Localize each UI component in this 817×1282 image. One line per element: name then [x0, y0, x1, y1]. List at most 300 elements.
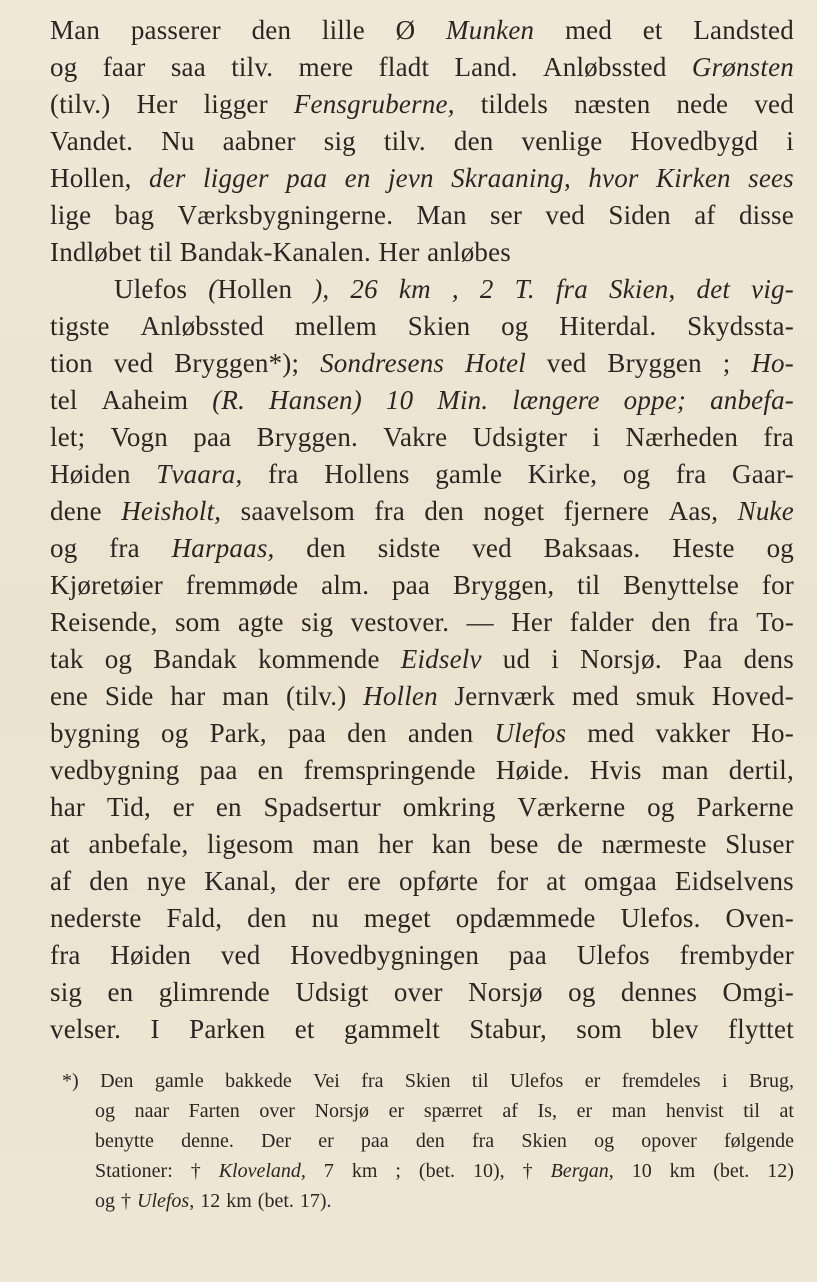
main-word: og	[50, 533, 78, 563]
main-word: Ulefos	[576, 940, 650, 970]
main-word: den	[89, 866, 129, 896]
main-word: og	[647, 792, 675, 822]
main-word: Gaar-	[732, 459, 794, 489]
main-word: I	[150, 1014, 160, 1044]
main-line	[50, 863, 794, 900]
main-word: Omgi-	[722, 977, 794, 1007]
main-word: en	[107, 977, 134, 1007]
main-italic-word: T.	[514, 274, 535, 304]
main-word: nede	[676, 89, 729, 119]
main-word: og	[766, 533, 794, 563]
main-word: tak	[50, 644, 84, 674]
main-line	[50, 752, 794, 789]
main-italic-word: jevn	[387, 163, 434, 193]
main-line	[50, 900, 794, 937]
main-word: et	[294, 1014, 315, 1044]
main-italic-word: Skraaning,	[451, 163, 571, 193]
main-word: Hollen,	[50, 163, 132, 193]
main-word: der	[294, 866, 330, 896]
main-word: Aas,	[668, 496, 719, 526]
main-word: kommende	[258, 644, 380, 674]
main-word: en	[215, 792, 242, 822]
main-line	[50, 382, 794, 419]
main-word: Værkerne	[517, 792, 626, 822]
footnote-word: (bet.	[418, 1160, 456, 1182]
main-word: Reisende,	[50, 607, 158, 637]
main-word: Bryggen,	[452, 570, 555, 600]
main-word: falder	[569, 607, 634, 637]
footnote-word: †	[190, 1160, 201, 1182]
main-word: Bryggen.	[256, 422, 358, 452]
main-word: Jernværk	[454, 681, 556, 711]
main-word: paa	[508, 940, 547, 970]
footnote-word: følgende	[724, 1130, 794, 1152]
footnote-word: 10	[631, 1160, 652, 1182]
footnote-word: naar	[134, 1100, 170, 1122]
footnote-word: denne.	[181, 1130, 234, 1152]
footnote-word: over	[259, 1100, 295, 1122]
main-word: Bandak-Kanalen.	[179, 237, 371, 267]
main-italic-word: hvor	[588, 163, 639, 193]
main-word: Man	[416, 200, 467, 230]
main-word: Siden	[608, 200, 671, 230]
main-word: Anløbssted	[140, 311, 264, 341]
main-italic-word: Eidselv	[400, 644, 482, 674]
main-word: at	[546, 866, 567, 896]
main-word: Bryggen*);	[174, 348, 300, 378]
footnote-word: Den	[100, 1070, 134, 1092]
footnote-word: km	[351, 1160, 378, 1182]
main-word: fra	[763, 422, 794, 452]
main-word: Vogn	[110, 422, 168, 452]
main-word: disse	[738, 200, 794, 230]
main-word: dennes	[620, 977, 698, 1007]
main-word: Ho-	[751, 718, 794, 748]
main-word: saavelsom	[240, 496, 355, 526]
main-word: (tilv.)	[286, 681, 347, 711]
main-word: Skydssta-	[687, 311, 794, 341]
main-line	[50, 123, 794, 160]
main-word: nærmeste	[601, 829, 707, 859]
main-word: ved	[113, 348, 154, 378]
main-line	[50, 234, 794, 271]
main-italic-word: Hotel	[465, 348, 527, 378]
main-word: gamle	[435, 459, 503, 489]
main-word: Fald,	[166, 903, 223, 933]
main-italic-word: km	[398, 274, 431, 304]
main-word: for	[496, 866, 529, 896]
footnote-line	[95, 1186, 794, 1216]
main-word: Indløbet	[50, 237, 142, 267]
main-word: Ulefos.	[620, 903, 701, 933]
main-italic-word: sees	[748, 163, 794, 193]
footnote-word: fra	[361, 1070, 384, 1092]
footnote-word: og	[95, 1190, 115, 1212]
main-word: Høiden	[50, 459, 131, 489]
main-word: sig	[50, 977, 83, 1007]
main-word: Kanal,	[204, 866, 277, 896]
footnote-word: Der	[261, 1130, 291, 1152]
main-word: ved	[754, 89, 794, 119]
main-word: ved	[472, 533, 512, 563]
main-word: som	[576, 1014, 622, 1044]
main-word: lige	[50, 200, 92, 230]
main-word: Kirke,	[527, 459, 598, 489]
main-italic-word: der	[149, 163, 186, 193]
main-word: og	[50, 52, 78, 82]
footnote-word: den	[415, 1130, 445, 1152]
main-word: saa	[170, 52, 206, 82]
main-word: bese	[489, 829, 539, 859]
main-word: paa	[199, 755, 238, 785]
main-word: Bryggen	[607, 348, 702, 378]
main-line	[50, 789, 794, 826]
main-word: Norsjø.	[580, 644, 662, 674]
footnote-word: Stationer:	[95, 1160, 173, 1182]
main-word: ene	[50, 681, 89, 711]
main-italic-word: Heisholt,	[121, 496, 222, 526]
main-word: den	[247, 903, 287, 933]
main-word: den	[306, 533, 346, 563]
footnote-word: gamle	[154, 1070, 204, 1092]
main-word: Hovedbygd	[630, 126, 759, 156]
main-word: let;	[50, 422, 86, 452]
main-word: her	[378, 829, 414, 859]
main-word: en	[257, 755, 284, 785]
footnote-word: Norsjø	[314, 1100, 370, 1122]
main-word: ud	[502, 644, 531, 674]
main-word: med	[587, 718, 635, 748]
main-word: Hiterdal.	[559, 311, 657, 341]
main-word: ligesom	[206, 829, 294, 859]
footnote-word: Vei	[313, 1070, 340, 1092]
main-italic-word: fra	[555, 274, 588, 304]
footnote-word: Farten	[188, 1100, 240, 1122]
main-text-block	[50, 12, 794, 1048]
main-italic-word: Ulefos	[494, 718, 567, 748]
main-word: ligger	[203, 89, 268, 119]
main-word: Paa	[682, 644, 723, 674]
main-word: til	[149, 237, 173, 267]
main-line	[50, 345, 794, 382]
main-word: frembyder	[679, 940, 794, 970]
main-line	[50, 1011, 794, 1048]
footnote-word: 17).	[299, 1190, 332, 1212]
main-italic-word: Hollen	[363, 681, 438, 711]
footnote-word: man	[611, 1100, 647, 1122]
main-line	[50, 715, 794, 752]
main-word: omkring	[402, 792, 496, 822]
footnote-italic-word: Bergan,	[550, 1160, 614, 1182]
footnote-word: i	[722, 1070, 728, 1092]
main-italic-word: (R.	[212, 385, 246, 415]
main-word: Hollen	[217, 274, 293, 304]
main-word: Oven-	[725, 903, 794, 933]
main-word: Eidselvens	[674, 866, 794, 896]
footnote-italic-word: Kloveland,	[218, 1160, 306, 1182]
main-word: bygning	[50, 718, 140, 748]
footnote-word: af	[502, 1100, 518, 1122]
main-word: man	[222, 681, 270, 711]
footnote-word: †	[522, 1160, 533, 1182]
footnote-line	[95, 1126, 794, 1156]
main-word: fra	[374, 496, 405, 526]
main-italic-word: 10	[385, 385, 414, 415]
main-word: anden	[407, 718, 474, 748]
main-word: af	[50, 866, 72, 896]
main-word: ere	[347, 866, 382, 896]
footnote-word: er	[318, 1130, 334, 1152]
footnote-word: bakkede	[225, 1070, 292, 1092]
main-italic-word: Skien,	[609, 274, 676, 304]
main-word: og	[104, 644, 133, 674]
footnote-line	[62, 1066, 794, 1096]
main-word: sig	[301, 607, 334, 637]
main-word: opdæmmede	[455, 903, 596, 933]
main-italic-word: ,	[451, 274, 459, 304]
footnote-word: og	[594, 1130, 615, 1152]
main-word: med	[571, 681, 619, 711]
footnote-word: fremdeles	[621, 1070, 701, 1092]
main-word: Kjøretøier	[50, 570, 163, 600]
main-italic-word: Nuke	[737, 496, 794, 526]
footnote-word: henvist	[665, 1100, 724, 1122]
main-word: noget	[483, 496, 545, 526]
main-word: har	[50, 792, 86, 822]
main-word: dertil,	[728, 755, 794, 785]
main-word: Land.	[454, 52, 518, 82]
main-word: To-	[756, 607, 794, 637]
main-italic-word: Min.	[437, 385, 489, 415]
main-word: tildels	[480, 89, 549, 119]
main-word: nu	[311, 903, 339, 933]
main-word: sidste	[377, 533, 441, 563]
main-word: til	[577, 570, 601, 600]
main-italic-word: en	[344, 163, 371, 193]
main-word: Udsigt	[295, 977, 369, 1007]
footnote-italic-word: Ulefos,	[137, 1190, 195, 1212]
main-word: tigste	[50, 311, 110, 341]
main-word: ved	[545, 200, 586, 230]
footnote-word: km	[669, 1160, 696, 1182]
footnote-word: Brug,	[748, 1070, 794, 1092]
main-word: Landsted	[693, 15, 794, 45]
main-word: fremmøde	[185, 570, 299, 600]
main-word: fra	[109, 533, 140, 563]
main-word: som	[174, 607, 221, 637]
main-italic-word: Hansen)	[269, 385, 362, 415]
main-line	[50, 86, 794, 123]
main-line	[50, 160, 794, 197]
main-word: er	[172, 792, 195, 822]
main-word: og	[161, 718, 189, 748]
main-word: ved	[546, 348, 587, 378]
main-word: dens	[743, 644, 794, 674]
main-line	[50, 974, 794, 1011]
main-word: næsten	[574, 89, 651, 119]
main-word: Park,	[209, 718, 267, 748]
footnote-word: 10),	[472, 1160, 505, 1182]
main-word: —	[466, 607, 494, 637]
main-word: tilv.	[383, 126, 426, 156]
main-word: agte	[237, 607, 284, 637]
main-word: tilv.	[231, 52, 274, 82]
main-word: nederste	[50, 903, 142, 933]
main-word: alm.	[321, 570, 370, 600]
main-italic-word: paa	[286, 163, 328, 193]
footnote-word: er	[576, 1100, 593, 1122]
footnote-word: Skien	[404, 1070, 451, 1092]
footnote-word: 12	[200, 1190, 221, 1212]
main-word: velser.	[50, 1014, 122, 1044]
main-word: den	[347, 718, 387, 748]
footnote-word: Ulefos	[510, 1070, 564, 1092]
main-word: fra	[268, 459, 299, 489]
main-word: mellem	[294, 311, 377, 341]
footnote-word: ;	[395, 1160, 401, 1182]
footnote-word: spærret	[423, 1100, 483, 1122]
main-word: Hoved-	[711, 681, 794, 711]
main-word: de	[557, 829, 584, 859]
main-word: i	[551, 644, 559, 674]
footnote-word: benytte	[95, 1130, 154, 1152]
main-word: anbefale,	[88, 829, 189, 859]
main-word: tion	[50, 348, 93, 378]
main-word: kan	[431, 829, 472, 859]
footnote-word: og	[95, 1100, 115, 1122]
main-line	[50, 826, 794, 863]
main-word: Heste	[672, 533, 735, 563]
main-word: Her	[511, 607, 553, 637]
main-italic-word: det	[696, 274, 731, 304]
main-italic-word: (	[208, 274, 218, 304]
main-word: fjernere	[563, 496, 650, 526]
main-word: omgaa	[584, 866, 657, 896]
main-word: Parken	[189, 1014, 266, 1044]
main-word: har	[170, 681, 206, 711]
main-word: man	[661, 755, 709, 785]
main-word: af	[694, 200, 716, 230]
main-word: Ø	[395, 15, 416, 45]
footnote-word: er	[388, 1100, 405, 1122]
main-italic-word: Grønsten	[691, 52, 794, 82]
main-word: Bandak	[153, 644, 237, 674]
main-word: Ulefos	[114, 274, 188, 304]
footnote-word: Is,	[537, 1100, 557, 1122]
main-word: tel	[50, 385, 78, 415]
main-word: Hollens	[324, 459, 410, 489]
footnote-block	[62, 1066, 794, 1216]
footnote-word: †	[121, 1190, 131, 1212]
main-word-group	[208, 271, 292, 308]
main-word: fra	[675, 459, 707, 489]
main-word: passerer	[130, 15, 221, 45]
main-italic-word: anbefa-	[710, 385, 794, 415]
main-word: ved	[220, 940, 261, 970]
main-word: Vakre	[383, 422, 448, 452]
main-word: den	[453, 126, 494, 156]
main-italic-word: oppe;	[623, 385, 687, 415]
main-word: venlige	[521, 126, 603, 156]
main-word: fra	[50, 940, 81, 970]
main-line	[50, 604, 794, 641]
main-word: Anløbssted	[543, 52, 667, 82]
footnote-line	[95, 1156, 794, 1186]
main-italic-word: Munken	[446, 15, 535, 45]
main-word: ser	[489, 200, 523, 230]
main-word: gammelt	[344, 1014, 440, 1044]
footnote-line	[95, 1096, 794, 1126]
main-line	[50, 12, 794, 49]
main-word: (tilv.)	[50, 89, 111, 119]
main-word: Vandet.	[50, 126, 134, 156]
main-word: anløbes	[427, 237, 512, 267]
main-word: fladt	[378, 52, 430, 82]
main-word: Baksaas.	[543, 533, 641, 563]
main-italic-word: 2	[479, 274, 494, 304]
main-word: Spadsertur	[263, 792, 381, 822]
main-word: fra	[708, 607, 739, 637]
main-word: blev	[651, 1014, 699, 1044]
main-line	[50, 641, 794, 678]
main-word: Aaheim	[101, 385, 189, 415]
main-line	[50, 493, 794, 530]
main-line	[50, 678, 794, 715]
footnote-word: paa	[360, 1130, 389, 1152]
main-italic-word: ),	[313, 274, 330, 304]
main-word: meget	[363, 903, 431, 933]
main-word: aabner	[222, 126, 296, 156]
main-italic-word: Fensgruberne,	[293, 89, 455, 119]
main-word: et	[642, 15, 663, 45]
footnote-word: til	[471, 1070, 489, 1092]
main-word: Nærheden	[625, 422, 739, 452]
main-line	[50, 419, 794, 456]
main-italic-word: Kirken	[656, 163, 731, 193]
main-word: vestover.	[350, 607, 450, 637]
main-word: dene	[50, 496, 102, 526]
main-word: Stabur,	[469, 1014, 547, 1044]
main-word: Høide.	[495, 755, 570, 785]
main-word: faar	[102, 52, 146, 82]
footnote-word: fra	[471, 1130, 495, 1152]
main-word: paa	[193, 422, 232, 452]
main-word: ;	[722, 348, 731, 378]
main-word: i	[786, 126, 794, 156]
main-line	[114, 271, 794, 308]
main-word: man	[312, 829, 360, 859]
main-word: Her	[378, 237, 420, 267]
main-word: den	[251, 15, 292, 45]
main-word: Hvis	[589, 755, 642, 785]
footnote-word: at	[779, 1100, 794, 1122]
main-word: vakker	[655, 718, 731, 748]
main-word: sig	[323, 126, 356, 156]
footnote-word: opover	[641, 1130, 697, 1152]
main-word: Udsigter	[472, 422, 568, 452]
footnote-word: (bet.	[713, 1160, 750, 1182]
main-word: Tid,	[106, 792, 151, 822]
main-word: den	[651, 607, 691, 637]
main-line	[50, 530, 794, 567]
main-italic-word: 26	[350, 274, 378, 304]
main-italic-word: vig-	[751, 274, 794, 304]
main-line	[50, 937, 794, 974]
main-italic-word: længere	[512, 385, 600, 415]
main-word: Norsjø	[468, 977, 543, 1007]
main-word: Benyttelse	[623, 570, 740, 600]
main-word: Parkerne	[696, 792, 794, 822]
